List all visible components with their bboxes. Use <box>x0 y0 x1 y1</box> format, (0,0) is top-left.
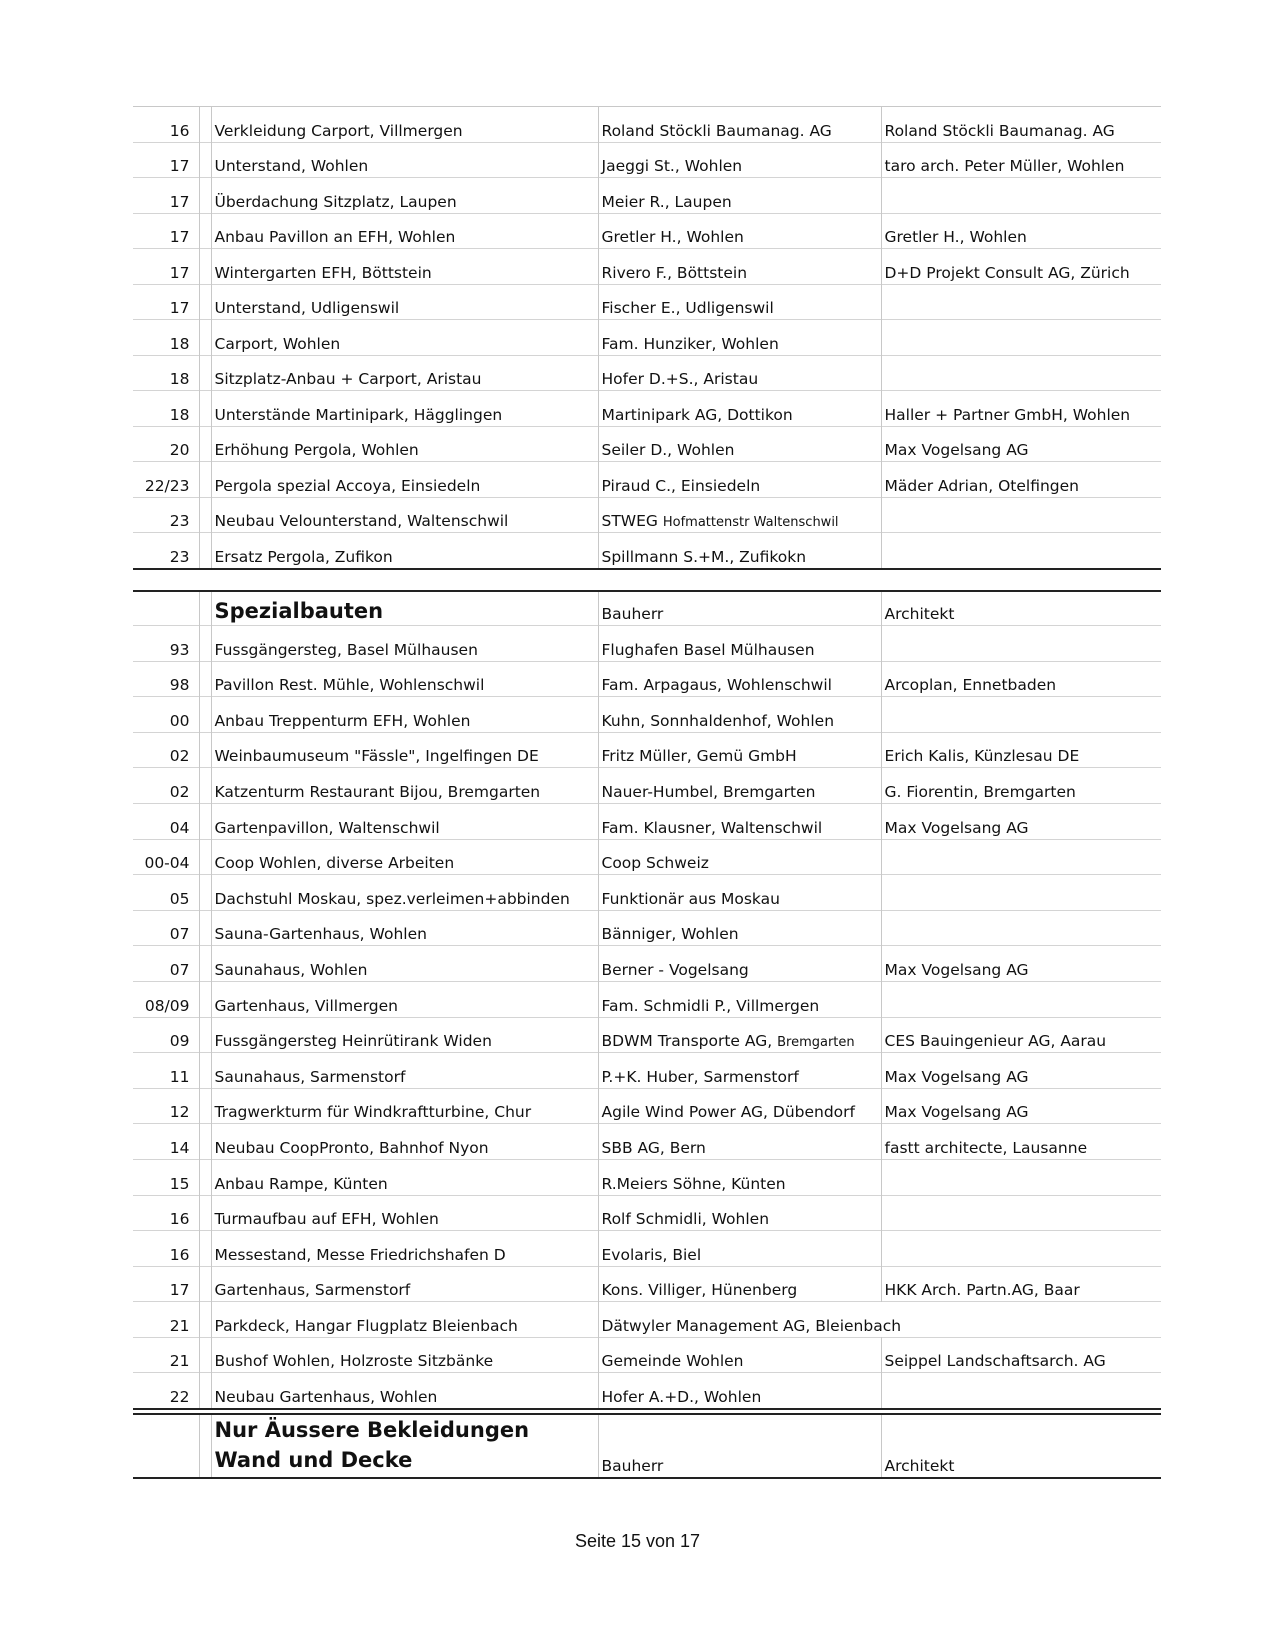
table-aeussere-bekleidungen <box>133 1413 1161 1479</box>
project-cell: Tragwerkturm für Windkraftturbine, Chur <box>211 1088 598 1124</box>
architect-cell <box>881 875 1161 911</box>
spacer-cell <box>199 1088 211 1124</box>
table-row <box>133 1337 1161 1373</box>
architect-cell <box>881 1373 1161 1409</box>
owner-location: Hofmattenstr Waltenschwil <box>662 515 839 530</box>
table-row <box>133 626 1161 662</box>
project-cell: Neubau CoopPronto, Bahnhof Nyon <box>211 1124 598 1160</box>
spacer-cell <box>199 1266 211 1302</box>
section-title-line-1: Nur Äussere Bekleidungen <box>214 1418 530 1442</box>
owner-cell: Fam. Arpagaus, Wohlenschwil <box>598 661 881 697</box>
spacer-cell <box>199 107 211 143</box>
architect-cell: D+D Projekt Consult AG, Zürich <box>884 263 1130 282</box>
spacer-cell <box>199 1195 211 1231</box>
year-cell: 00 <box>133 697 199 733</box>
project-cell: Coop Wohlen, diverse Arbeiten <box>211 839 598 875</box>
project-cell: Pavillon Rest. Mühle, Wohlenschwil <box>211 661 598 697</box>
page-footer: Seite 15 von 17 <box>574 1531 701 1551</box>
year-cell: 12 <box>133 1088 199 1124</box>
spacer-cell <box>199 1302 211 1338</box>
architect-cell <box>881 1195 1161 1231</box>
owner-cell: Seiler D., Wohlen <box>598 426 881 462</box>
year-cell: 18 <box>133 355 199 391</box>
spacer-cell <box>199 142 211 178</box>
year-cell: 14 <box>133 1124 199 1160</box>
section-title <box>211 1414 598 1478</box>
section-header-row <box>133 1414 1161 1478</box>
spacer-cell <box>199 661 211 697</box>
table-row <box>133 391 1161 427</box>
year-cell: 07 <box>133 946 199 982</box>
owner-cell: Gretler H., Wohlen <box>598 213 881 249</box>
table-row <box>133 178 1161 214</box>
owner-cell: Funktionär aus Moskau <box>598 875 881 911</box>
project-cell: Unterstand, Udligenswil <box>211 284 598 320</box>
year-cell: 93 <box>133 626 199 662</box>
header-empty-cell <box>133 591 199 626</box>
table-row <box>133 839 1161 875</box>
project-cell: Gartenpavillon, Waltenschwil <box>211 803 598 839</box>
architect-cell <box>881 178 1161 214</box>
project-cell: Verkleidung Carport, Villmergen <box>211 107 598 143</box>
table-body <box>133 107 1161 569</box>
spacer-cell <box>199 391 211 427</box>
architect-cell <box>881 981 1161 1017</box>
spacer-cell <box>199 1373 211 1409</box>
year-cell: 17 <box>133 249 199 285</box>
owner-cell: Rolf Schmidli, Wohlen <box>598 1195 881 1231</box>
year-cell: 04 <box>133 803 199 839</box>
table-row <box>133 981 1161 1017</box>
spacer-cell <box>199 732 211 768</box>
architect-cell <box>881 1231 1161 1267</box>
architect-cell <box>881 355 1161 391</box>
owner-cell: Hofer D.+S., Aristau <box>598 355 881 391</box>
table-row <box>133 284 1161 320</box>
owner-cell: Rivero F., Böttstein <box>598 249 881 285</box>
year-cell: 18 <box>133 391 199 427</box>
project-cell: Neubau Velounterstand, Waltenschwil <box>211 497 598 533</box>
spacer-cell <box>199 1053 211 1089</box>
table-row <box>133 1266 1161 1302</box>
project-cell: Gartenhaus, Villmergen <box>211 981 598 1017</box>
owner-cell: Kons. Villiger, Hünenberg <box>598 1266 881 1302</box>
spacer-cell <box>199 697 211 733</box>
year-cell: 16 <box>133 107 199 143</box>
owner-cell: Piraud C., Einsiedeln <box>598 462 881 498</box>
spacer-cell <box>199 462 211 498</box>
year-cell: 02 <box>133 732 199 768</box>
owner-name: BDWM Transporte AG, <box>601 1032 778 1051</box>
year-cell: 18 <box>133 320 199 356</box>
table-row <box>133 462 1161 498</box>
owner-cell <box>598 497 881 533</box>
spacer-cell <box>199 426 211 462</box>
architect-header: Architekt <box>884 1457 955 1475</box>
section-header-row <box>133 591 1161 626</box>
table-body <box>133 1414 1161 1478</box>
project-cell: Unterstand, Wohlen <box>211 142 598 178</box>
project-cell: Unterstände Martinipark, Hägglingen <box>211 391 598 427</box>
project-cell: Anbau Treppenturm EFH, Wohlen <box>211 697 598 733</box>
table-row <box>133 497 1161 533</box>
table-spezialbauten <box>133 590 1161 1410</box>
year-cell: 98 <box>133 661 199 697</box>
table-row <box>133 320 1161 356</box>
architect-cell: taro arch. Peter Müller, Wohlen <box>884 157 1125 175</box>
architect-cell <box>881 497 1161 533</box>
table-row <box>133 910 1161 946</box>
spacer-cell <box>199 839 211 875</box>
spacer-cell <box>199 803 211 839</box>
architect-cell <box>881 533 1161 569</box>
owner-header: Bauherr <box>598 1414 881 1478</box>
owner-cell: Meier R., Laupen <box>598 178 881 214</box>
owner-cell: Dätwyler Management AG, Bleienbach <box>601 1316 902 1335</box>
owner-header: Bauherr <box>598 591 881 626</box>
header-spacer-cell <box>199 591 211 626</box>
year-cell: 16 <box>133 1195 199 1231</box>
architect-cell: Erich Kalis, Künzlesau DE <box>884 747 1080 766</box>
spacer-cell <box>199 497 211 533</box>
spacer-cell <box>199 626 211 662</box>
project-cell: Carport, Wohlen <box>211 320 598 356</box>
owner-cell: Bänniger, Wohlen <box>598 910 881 946</box>
table-row <box>133 875 1161 911</box>
year-cell: 23 <box>133 533 199 569</box>
table-row <box>133 697 1161 733</box>
spacer-cell <box>199 1231 211 1267</box>
project-cell: Bushof Wohlen, Holzroste Sitzbänke <box>211 1337 598 1373</box>
architect-cell: Arcoplan, Ennetbaden <box>884 676 1057 695</box>
year-cell: 22 <box>133 1373 199 1409</box>
project-cell: Neubau Gartenhaus, Wohlen <box>211 1373 598 1409</box>
table-body <box>133 591 1161 1409</box>
year-cell: 15 <box>133 1159 199 1195</box>
owner-cell: Agile Wind Power AG, Dübendorf <box>598 1088 881 1124</box>
owner-cell: Kuhn, Sonnhaldenhof, Wohlen <box>598 697 881 733</box>
spacer-cell <box>199 910 211 946</box>
owner-cell: Fam. Hunziker, Wohlen <box>598 320 881 356</box>
owner-cell: Spillmann S.+M., Zufikokn <box>598 533 881 569</box>
table-row <box>133 946 1161 982</box>
project-cell: Saunahaus, Wohlen <box>211 946 598 982</box>
table-row <box>133 1302 1161 1338</box>
table-row <box>133 1124 1161 1160</box>
spacer-cell <box>199 320 211 356</box>
project-cell: Überdachung Sitzplatz, Laupen <box>211 178 598 214</box>
spacer-cell <box>199 249 211 285</box>
owner-cell: Flughafen Basel Mülhausen <box>598 626 881 662</box>
owner-cell: Roland Stöckli Baumanag. AG <box>598 107 881 143</box>
year-cell: 08/09 <box>133 981 199 1017</box>
spacer-cell <box>199 284 211 320</box>
owner-cell: Fritz Müller, Gemü GmbH <box>598 732 881 768</box>
year-cell: 17 <box>133 213 199 249</box>
table-section-1 <box>133 106 1161 570</box>
project-cell: Erhöhung Pergola, Wohlen <box>211 426 598 462</box>
architect-cell: Max Vogelsang AG <box>884 960 1029 979</box>
architect-cell: Mäder Adrian, Otelfingen <box>884 476 1079 495</box>
year-cell: 00-04 <box>133 839 199 875</box>
header-spacer-cell <box>199 1414 211 1478</box>
architect-cell: Seippel Landschaftsarch. AG <box>884 1352 1106 1371</box>
header-empty-cell <box>133 1414 199 1478</box>
architect-cell <box>881 839 1161 875</box>
architect-cell: G. Fiorentin, Bremgarten <box>884 782 1076 801</box>
owner-cell: Martinipark AG, Dottikon <box>598 391 881 427</box>
project-cell: Dachstuhl Moskau, spez.verleimen+abbinden <box>211 875 598 911</box>
owner-cell <box>598 1017 881 1053</box>
owner-cell: Fischer E., Udligenswil <box>598 284 881 320</box>
owner-cell: Fam. Klausner, Waltenschwil <box>598 803 881 839</box>
project-cell: Anbau Pavillon an EFH, Wohlen <box>211 213 598 249</box>
spacer-cell <box>199 875 211 911</box>
table-row <box>133 803 1161 839</box>
project-cell: Wintergarten EFH, Böttstein <box>211 249 598 285</box>
project-cell: Fussgängersteg, Basel Mülhausen <box>211 626 598 662</box>
project-cell: Katzenturm Restaurant Bijou, Bremgarten <box>211 768 598 804</box>
project-cell: Gartenhaus, Sarmenstorf <box>211 1266 598 1302</box>
year-cell: 22/23 <box>133 462 199 498</box>
table-row <box>133 1088 1161 1124</box>
project-cell: Sauna-Gartenhaus, Wohlen <box>211 910 598 946</box>
project-cell: Anbau Rampe, Künten <box>211 1159 598 1195</box>
project-cell: Turmaufbau auf EFH, Wohlen <box>211 1195 598 1231</box>
table-row <box>133 1195 1161 1231</box>
architect-cell <box>881 320 1161 356</box>
project-cell: Sitzplatz-Anbau + Carport, Aristau <box>211 355 598 391</box>
table-row <box>133 249 1161 285</box>
year-cell: 05 <box>133 875 199 911</box>
owner-cell: Hofer A.+D., Wohlen <box>598 1373 881 1409</box>
architect-cell: Max Vogelsang AG <box>884 441 1029 459</box>
table-row <box>133 768 1161 804</box>
owner-cell: Berner - Vogelsang <box>598 946 881 982</box>
table-row <box>133 1373 1161 1409</box>
owner-cell: R.Meiers Söhne, Künten <box>598 1159 881 1195</box>
owner-cell: Coop Schweiz <box>598 839 881 875</box>
spacer-cell <box>199 178 211 214</box>
spacer-cell <box>199 981 211 1017</box>
table-row <box>133 732 1161 768</box>
owner-cell: Nauer-Humbel, Bremgarten <box>598 768 881 804</box>
table-row <box>133 1017 1161 1053</box>
project-cell: Saunahaus, Sarmenstorf <box>211 1053 598 1089</box>
project-cell: Parkdeck, Hangar Flugplatz Bleienbach <box>211 1302 598 1338</box>
year-cell: 02 <box>133 768 199 804</box>
architect-cell: Max Vogelsang AG <box>884 1067 1029 1086</box>
project-cell: Pergola spezial Accoya, Einsiedeln <box>211 462 598 498</box>
year-cell: 20 <box>133 426 199 462</box>
architect-cell <box>881 626 1161 662</box>
spacer-cell <box>199 946 211 982</box>
project-cell: Ersatz Pergola, Zufikon <box>211 533 598 569</box>
owner-cell: Evolaris, Biel <box>598 1231 881 1267</box>
year-cell: 17 <box>133 142 199 178</box>
architect-cell: HKK Arch. Partn.AG, Baar <box>884 1281 1080 1300</box>
year-cell: 11 <box>133 1053 199 1089</box>
spacer-cell <box>199 768 211 804</box>
architect-cell <box>881 284 1161 320</box>
table-row <box>133 355 1161 391</box>
table-row <box>133 213 1161 249</box>
spacer-cell <box>199 1159 211 1195</box>
architect-cell <box>881 697 1161 733</box>
table-row <box>133 1053 1161 1089</box>
architect-cell <box>881 1159 1161 1195</box>
architect-cell: CES Bauingenieur AG, Aarau <box>884 1032 1107 1051</box>
architect-cell: Gretler H., Wohlen <box>884 228 1027 246</box>
architect-cell <box>881 910 1161 946</box>
year-cell: 17 <box>133 1266 199 1302</box>
owner-cell: Jaeggi St., Wohlen <box>598 142 881 178</box>
year-cell: 09 <box>133 1017 199 1053</box>
architect-cell: Roland Stöckli Baumanag. AG <box>884 121 1115 140</box>
year-cell: 07 <box>133 910 199 946</box>
project-cell: Fussgängersteg Heinrütirank Widen <box>211 1017 598 1053</box>
table-row <box>133 1231 1161 1267</box>
spacer-cell <box>199 1124 211 1160</box>
owner-name: STWEG <box>601 512 663 530</box>
section-title-line-2: Wand und Decke <box>214 1448 413 1472</box>
architect-header: Architekt <box>884 605 955 623</box>
architect-cell: Max Vogelsang AG <box>884 818 1029 837</box>
spacer-cell <box>199 1017 211 1053</box>
spacer-cell <box>199 213 211 249</box>
owner-location: Bremgarten <box>777 1035 855 1051</box>
year-cell: 17 <box>133 284 199 320</box>
owner-cell: Gemeinde Wohlen <box>598 1337 881 1373</box>
spacer-cell <box>199 533 211 569</box>
architect-cell: Max Vogelsang AG <box>884 1103 1029 1122</box>
architect-cell: fastt architecte, Lausanne <box>884 1138 1088 1157</box>
table-row <box>133 533 1161 569</box>
table-row <box>133 1159 1161 1195</box>
owner-cell: SBB AG, Bern <box>598 1124 881 1160</box>
spacer-cell <box>199 1337 211 1373</box>
table-row <box>133 426 1161 462</box>
spacer-cell <box>199 355 211 391</box>
table-row <box>133 107 1161 143</box>
architect-cell: Haller + Partner GmbH, Wohlen <box>884 405 1131 424</box>
owner-cell: Fam. Schmidli P., Villmergen <box>598 981 881 1017</box>
year-cell: 21 <box>133 1302 199 1338</box>
project-cell: Messestand, Messe Friedrichshafen D <box>211 1231 598 1267</box>
year-cell: 17 <box>133 178 199 214</box>
table-row <box>133 661 1161 697</box>
owner-cell: P.+K. Huber, Sarmenstorf <box>598 1053 881 1089</box>
section-title: Spezialbauten <box>211 591 598 626</box>
year-cell: 16 <box>133 1231 199 1267</box>
year-cell: 23 <box>133 497 199 533</box>
table-row <box>133 142 1161 178</box>
year-cell: 21 <box>133 1337 199 1373</box>
project-cell: Weinbaumuseum "Fässle", Ingelfingen DE <box>211 732 598 768</box>
